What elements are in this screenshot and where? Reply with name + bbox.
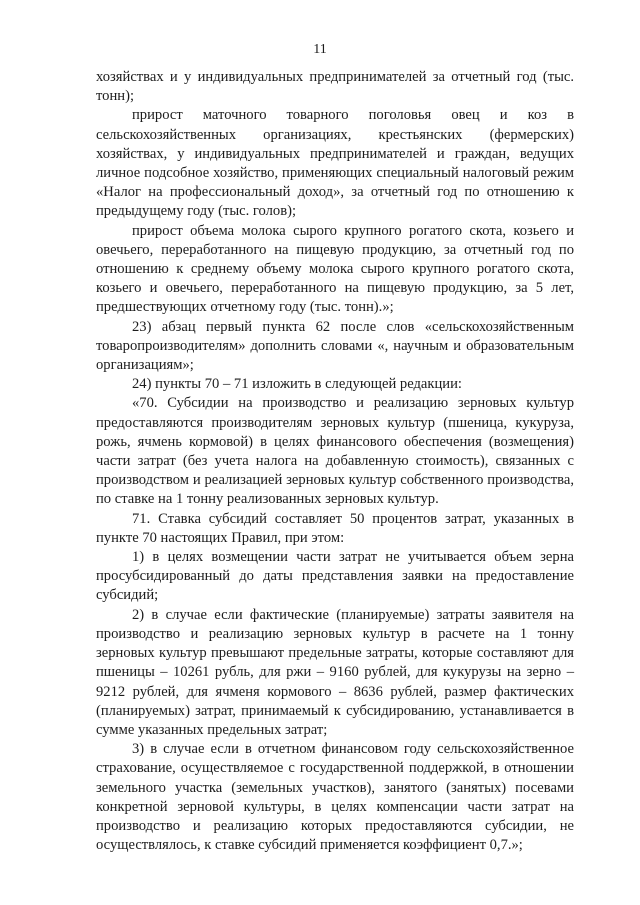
paragraph-1: хозяйствах и у индивидуальных предпринимателей за отчетный год (тыс. тонн); [96,69,574,105]
paragraph-5: 24) пункты 70 – 71 изложить в следующей редакции: [132,376,462,393]
paragraph-2: прирост маточного товарного поголовья овец и коз в сельскохозяйственных организациях, крестьянских (фермерских) хозяйствах, у индивидуальных предпринимателей и граждан, ведущих личное подсобное хозяйство, применяющих специальный налоговый режим «Налог на профессиональный доход», за отчетный год по отношению к предыдущему году (тыс. голов); [96,107,574,220]
paragraph-3: прирост объема молока сырого крупного рогатого скота, козьего и овечьего, переработанного на пищевую продукцию, за отчетный год по отношению к среднему объему молока сырого крупного рогатого скота, козьего и овечьего, переработанного на пищевую продукцию, за 5 лет, предшествующих отчетному году (тыс. тонн).»; [96,222,574,316]
paragraph-8: 1) в целях возмещении части затрат не учитывается объем зерна просубсидированный до даты представления заявки на предоставление субсидий; [96,549,574,604]
paragraph-4: 23) абзац первый пункта 62 после слов «сельскохозяйственным товаропроизводителям» дополнить словами «, научным и образовательным организациям»; [96,318,574,374]
page-number: 11 [313,42,327,57]
paragraph-10: 3) в случае если в отчетном финансовом году сельскохозяйственное страхование, осуществляемое с государственной поддержкой, в отношении земельного участка (земельных участков), занятого (занятых) посевами конкретной зерновой культуры, в целях компенсации части затрат на производство и реализацию которых предоставляются субсидии, не осуществлялось, к ставке субсидий применяется коэффициент 0,7.»; [96,741,574,854]
paragraph-7: 71. Ставка субсидий составляет 50 процентов затрат, указанных в пункте 70 настоящих Правил, при этом: [96,510,574,546]
paragraph-6: «70. Субсидии на производство и реализацию зерновых культур предоставляются производителям зерновых культур (пшеница, кукуруза, рожь, ячмень кормовой) в целях финансового обеспечения (возмещения) части затрат (без учета налога на добавленную стоимость), связанных с производством и реализацией зерновых культур собственного производства, по ставке на 1 тонну реализованных зерновых культур. [96,395,574,508]
document-body [96,68,574,855]
paragraph-9: 2) в случае если фактические (планируемые) затраты заявителя на производство и реализацию зерновых культур в расчете на 1 тонну зерновых культур превышают предельные затраты, которые составляют для пшеницы – 10261 рубль, для ржи – 9160 рублей, для кукурузы на зерно – 9212 рублей, для ячменя кормового – 8636 рублей, размер фактических (планируемых) затрат, принимаемый к субсидированию, устанавливается в сумме указанных предельных затрат; [96,606,574,738]
